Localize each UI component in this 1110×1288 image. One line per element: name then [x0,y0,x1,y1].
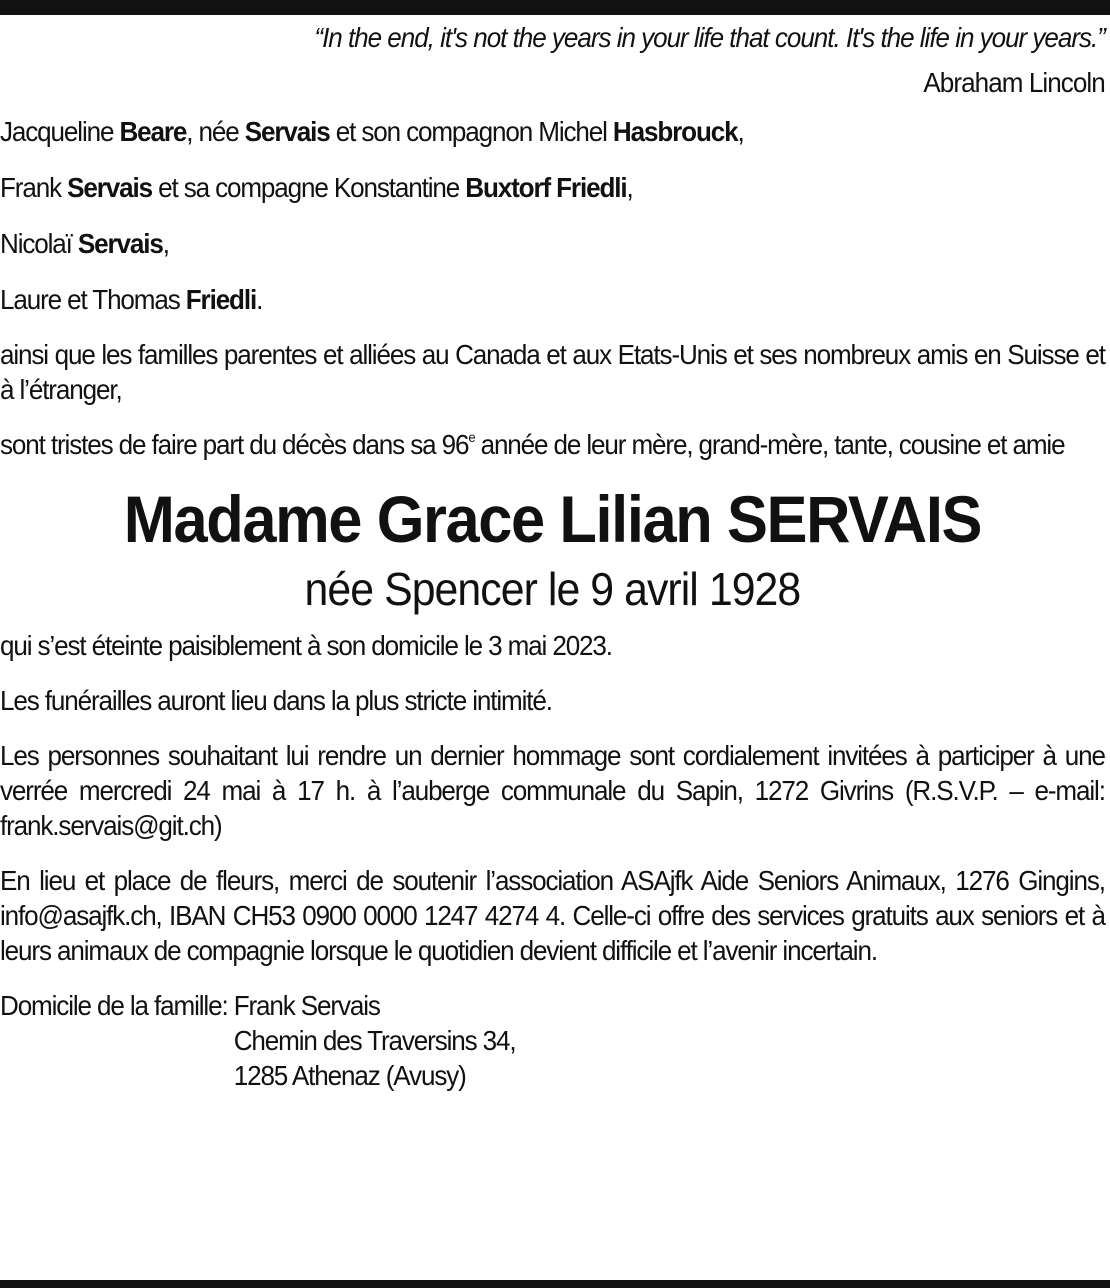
family-line-3: Nicolaï Servais, [0,228,169,259]
deceased-birth: née Spencer le 9 avril 1928 [304,563,801,615]
address-line: Chemin des Traversins 34, [233,1025,516,1056]
top-border-rule [0,0,1110,15]
epigraph-author: Abraham Lincoln [923,67,1105,98]
family-line-4: Laure et Thomas Friedli. [0,284,263,315]
bottom-border-rule [0,1280,1110,1288]
obituary-notice [0,20,1105,1093]
address-label: Domicile de la famille: [0,990,234,1021]
address-line: Frank Servais [233,990,380,1021]
announcement-paragraph: sont tristes de faire part du décès dans sa 96e année de leur mère, grand-mère, tante, cousine et amie [0,429,1065,460]
donation-paragraph: En lieu et place de fleurs, merci de soutenir l’association ASAjfk Aide Seniors Animaux, 1276 Gingins, info@asajfk.ch, IBAN CH53 0900 0000 1247 4274 4. Celle-ci offre des services gratuits aux seniors et à leurs animaux de compagnie lorsque le quotidien devient difficile et l’avenir incertain. [0,865,1105,966]
family-address [0,988,1105,1093]
family-line-2: Frank Servais et sa compagne Konstantine Buxtorf Friedli, [0,172,633,203]
relatives-paragraph: ainsi que les familles parentes et alliées au Canada et aux Etats-Unis et ses nombreux amis en Suisse et à l’étranger, [0,339,1105,405]
epigraph-quote: “In the end, it's not the years in your life that count. It's the life in your years.” [314,22,1105,53]
tribute-paragraph: Les personnes souhaitant lui rendre un dernier hommage sont cordialement invitées à participer à une verrée mercredi 24 mai à 17 h. à l’auberge communale du Sapin, 1272 Givrins (R.S.V.P. – e-mail: frank.servais@git.ch) [0,740,1105,841]
family-line-1: Jacqueline Beare, née Servais et son compagnon Michel Hasbrouck, [0,116,744,147]
address-lines [234,988,516,1093]
deceased-name: Madame Grace Lilian SERVAIS [123,482,982,556]
death-paragraph: qui s’est éteinte paisiblement à son domicile le 3 mai 2023. [0,630,612,661]
address-line: 1285 Athenaz (Avusy) [233,1060,466,1091]
funeral-paragraph: Les funérailles auront lieu dans la plus stricte intimité. [0,685,552,716]
